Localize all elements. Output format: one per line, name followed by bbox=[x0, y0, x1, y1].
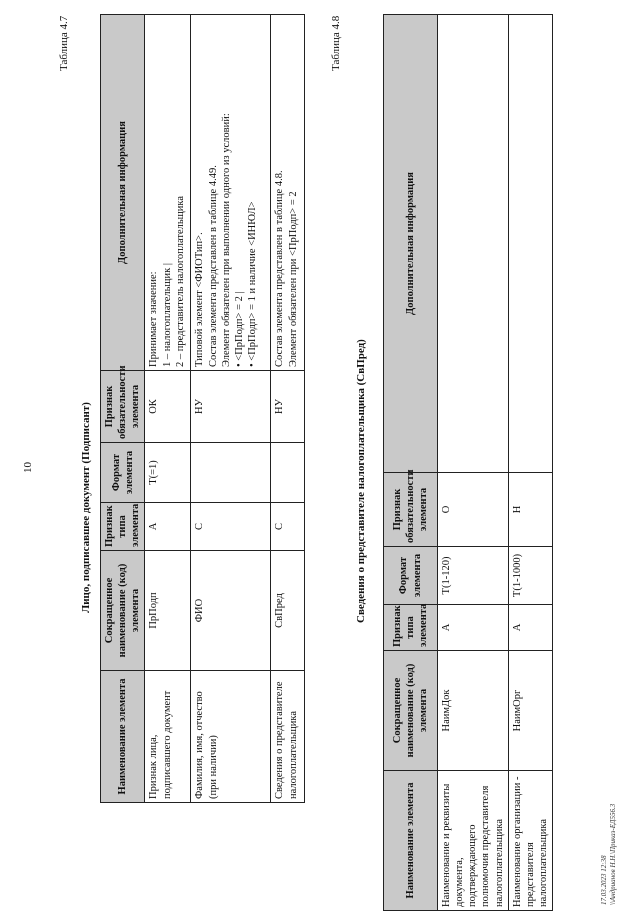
info-line: • <ПрПодп> = 1 и наличие <ИНЮЛ> bbox=[246, 201, 258, 367]
info-line: Типовой элемент <ФИОТип>. bbox=[194, 232, 206, 367]
element-name: Сведения о представителе налогоплательщика bbox=[271, 671, 305, 803]
header-cell: Формат элемента bbox=[384, 547, 438, 605]
table1-caption: Лицо, подписавшее документ (Подписант) bbox=[80, 402, 92, 613]
info-line: • <ПрПодп> = 2 | bbox=[233, 291, 245, 367]
element-info bbox=[191, 15, 271, 371]
element-type: А bbox=[438, 605, 509, 651]
element-code: СвПред bbox=[271, 551, 305, 671]
info-line: Принимает значение: bbox=[148, 271, 160, 367]
element-info bbox=[508, 15, 552, 473]
header-cell: Признак обязательности элемента bbox=[384, 473, 438, 547]
element-code: ПрПодп bbox=[145, 551, 191, 671]
header-cell: Сокращенное наименование (код) элемента bbox=[384, 651, 438, 771]
header-cell: Признак обязательности элемента bbox=[101, 371, 145, 443]
element-code: НаимДок bbox=[438, 651, 509, 771]
element-format: Т(1-1000) bbox=[508, 547, 552, 605]
table1-number: Таблица 4.7 bbox=[58, 15, 70, 71]
element-type: А bbox=[145, 503, 191, 551]
table-row bbox=[271, 15, 305, 803]
table-row bbox=[438, 15, 509, 911]
header-cell: Наименование элемента bbox=[101, 671, 145, 803]
element-required: НУ bbox=[271, 371, 305, 443]
table2-caption: Сведения о представителе налогоплательщика (СвПред) bbox=[355, 339, 367, 623]
header-cell: Признак типа элемента bbox=[384, 605, 438, 651]
stamp-line: \\Андрианов Н.Н.\Приказ-ЕД556.3 bbox=[609, 803, 618, 905]
element-required: НУ bbox=[191, 371, 271, 443]
info-line: Элемент обязателен при <ПрПодп> = 2 bbox=[287, 191, 299, 367]
info-line: Состав элемента представлен в таблице 4.49. bbox=[207, 165, 219, 367]
info-line: Элемент обязателен при выполнении одного из условий: bbox=[220, 113, 232, 367]
table-row bbox=[191, 15, 271, 803]
header-cell: Сокращенное наименование (код) элемента bbox=[101, 551, 145, 671]
element-name: Наименование и реквизиты документа, подтверждающего полномочия представителя налогоплательщика bbox=[438, 771, 509, 911]
table1 bbox=[100, 14, 305, 803]
element-format bbox=[271, 443, 305, 503]
header-cell: Наименование элемента bbox=[384, 771, 438, 911]
table2-number: Таблица 4.8 bbox=[330, 15, 342, 71]
info-line: 2 – представитель налогоплательщика bbox=[174, 196, 186, 367]
table-row bbox=[508, 15, 552, 911]
table2 bbox=[383, 14, 553, 911]
element-format: Т(1-120) bbox=[438, 547, 509, 605]
info-line: 1 – налогоплательщик | bbox=[161, 263, 173, 367]
element-type: А bbox=[508, 605, 552, 651]
header-cell: Формат элемента bbox=[101, 443, 145, 503]
info-line: Состав элемента представлен в таблице 4.8. bbox=[274, 170, 286, 367]
element-name: Признак лица, подписавшего документ bbox=[145, 671, 191, 803]
element-name: Наименование организации - представителя налогоплательщика bbox=[508, 771, 552, 911]
element-type: С bbox=[271, 503, 305, 551]
table-row bbox=[145, 15, 191, 803]
table1-header-row bbox=[101, 15, 145, 803]
element-name: Фамилия, имя, отчество (при наличии) bbox=[191, 671, 271, 803]
element-required: ОК bbox=[145, 371, 191, 443]
element-info bbox=[438, 15, 509, 473]
element-type: С bbox=[191, 503, 271, 551]
element-info bbox=[145, 15, 191, 371]
element-format bbox=[191, 443, 271, 503]
header-cell: Дополнительная информация bbox=[101, 15, 145, 371]
element-format: Т(=1) bbox=[145, 443, 191, 503]
stamp-line: 17.03.2023 12:38 bbox=[600, 855, 608, 905]
element-required: О bbox=[438, 473, 509, 547]
table2-header-row bbox=[384, 15, 438, 911]
page-number: 10 bbox=[22, 462, 34, 473]
element-required: Н bbox=[508, 473, 552, 547]
header-cell: Дополнительная информация bbox=[384, 15, 438, 473]
element-code: ФИО bbox=[191, 551, 271, 671]
element-info bbox=[271, 15, 305, 371]
element-code: НаимОрг bbox=[508, 651, 552, 771]
print-stamp bbox=[600, 804, 618, 905]
header-cell: Признак типа элемента bbox=[101, 503, 145, 551]
